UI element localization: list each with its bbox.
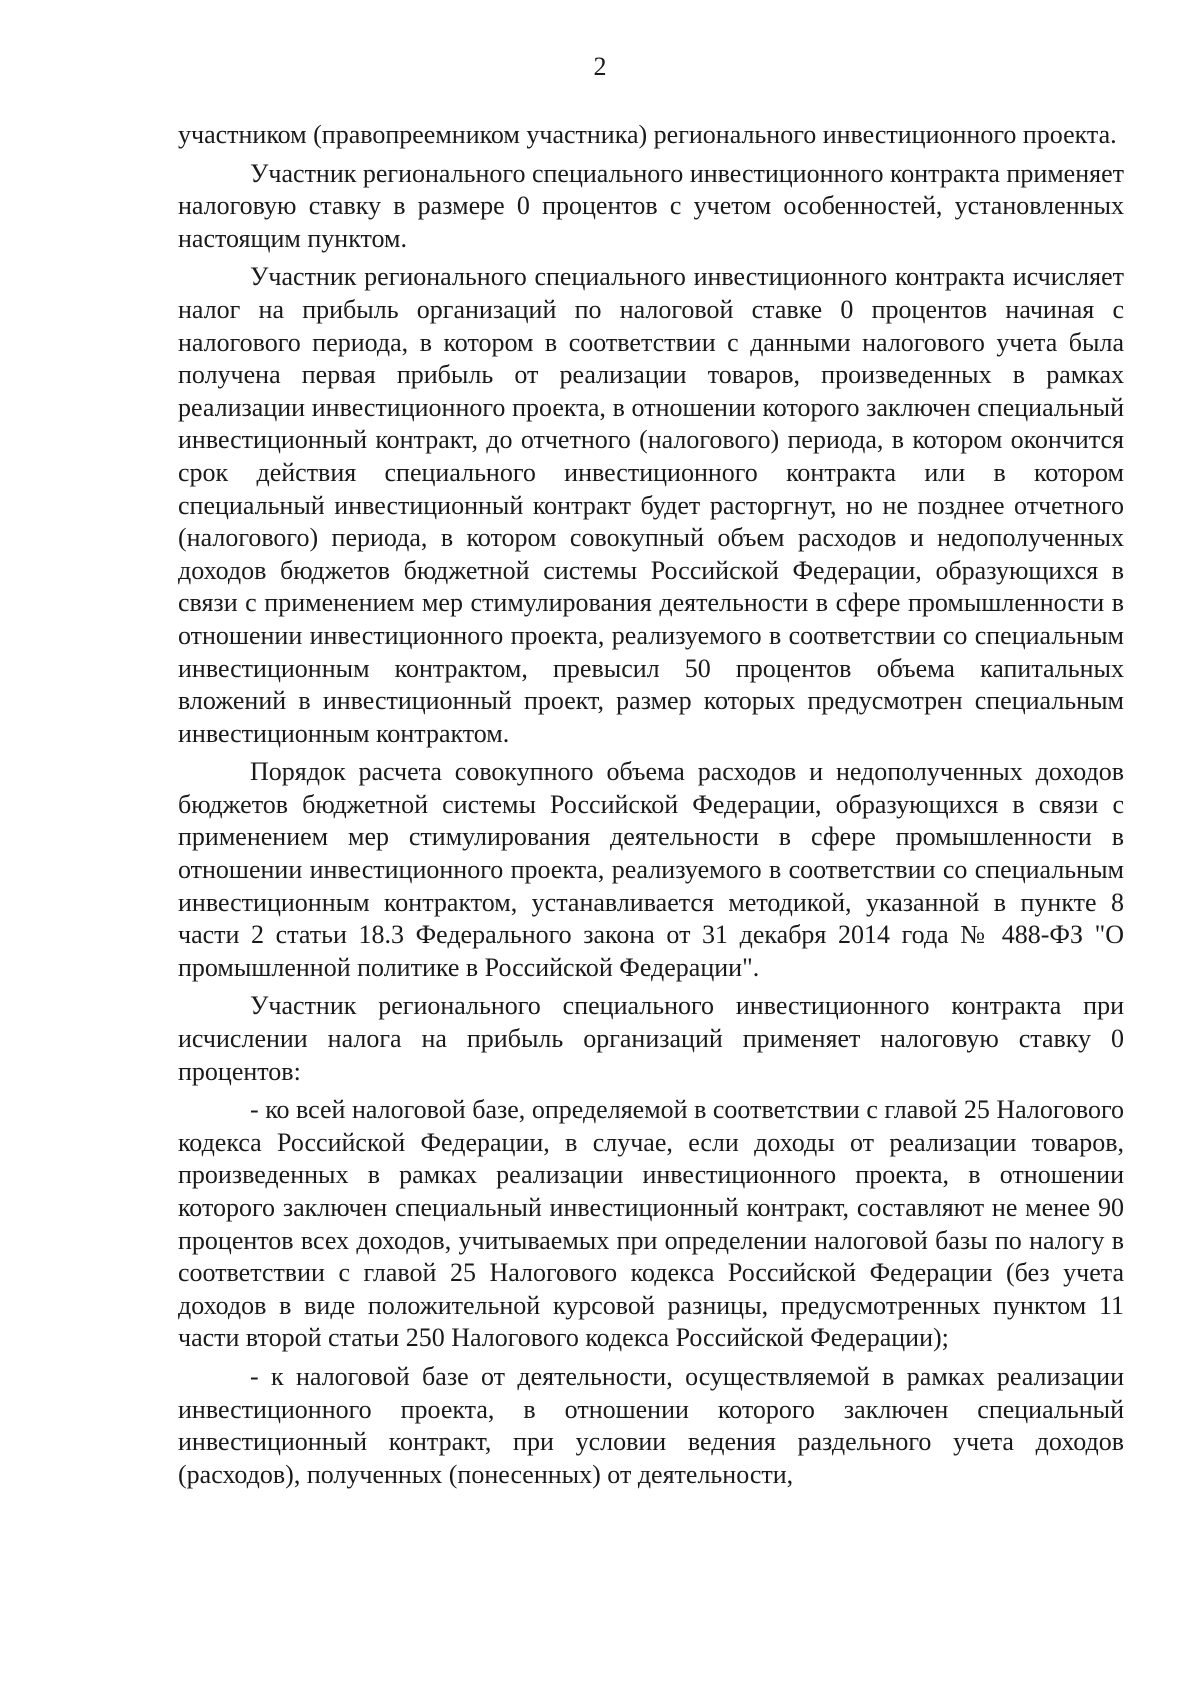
paragraph-calculation-procedure: Порядок расчета совокупного объема расходов и недополученных доходов бюджетов бюджетной системы Российской Федерации, образующихся в связи с применением мер стимулирования деятельности в сфере промышленности в отношении инвестиционного проекта, реализуемого в соответствии со специальным инвестиционным контрактом, устанавливается методикой, указанной в пункте 8 части 2 статьи 18.3 Федерального закона от 31 декабря 2014 года № 488-ФЗ "О промышленной политике в Российской Федерации".	[178, 757, 1124, 982]
document-body	[178, 119, 1124, 1491]
paragraph-rate-conditions: Участник регионального специального инвестиционного контракта при исчислении налога на прибыль организаций применяет налоговую ставку 0 процентов:	[178, 991, 1124, 1086]
paragraph-tax-calculation: Участник регионального специального инвестиционного контракта исчисляет налог на прибыль организаций по налоговой ставке 0 процентов начиная с налогового периода, в котором в соответствии с данными налогового учета была получена первая прибыль от реализации товаров, произведенных в рамках реализации инвестиционного проекта, в отношении которого заключен специальный инвестиционный контракт, до отчетного (налогового) периода, в котором окончится срок действия специального инвестиционного контракта или в котором специальный инвестиционный контракт будет расторгнут, но не позднее отчетного (налогового) периода, в котором совокупный объем расходов и недополученных доходов бюджетов бюджетной системы Российской Федерации, образующихся в связи с применением мер стимулирования деятельности в сфере промышленности в отношении инвестиционного проекта, реализуемого в соответствии со специальным инвестиционным контрактом, превысил 50 процентов объема капитальных вложений в инвестиционный проект, размер которых предусмотрен специальным инвестиционным контрактом.	[178, 262, 1124, 748]
paragraph-continuation: участником (правопреемником участника) регионального инвестиционного проекта.	[178, 120, 1117, 149]
paragraph-zero-rate: Участник регионального специального инвестиционного контракта применяет налоговую ставку в размере 0 процентов с учетом особенностей, установленных настоящим пунктом.	[178, 158, 1124, 253]
page-number: 2	[593, 52, 607, 81]
list-item-entire-tax-base: - ко всей налоговой базе, определяемой в соответствии с главой 25 Налогового кодекса Российской Федерации, в случае, если доходы от реализации товаров, произведенных в рамках реализации инвестиционного проекта, в отношении которого заключен специальный инвестиционный контракт, составляют не менее 90 процентов всех доходов, учитываемых при определении налоговой базы по налогу в соответствии с главой 25 Налогового кодекса Российской Федерации (без учета доходов в виде положительной курсовой разницы, предусмотренных пунктом 11 части второй статьи 250 Налогового кодекса Российской Федерации);	[178, 1095, 1124, 1353]
list-item-activity-tax-base: - к налоговой базе от деятельности, осуществляемой в рамках реализации инвестиционного проекта, в отношении которого заключен специальный инвестиционный контракт, при условии ведения раздельного учета доходов (расходов), полученных (понесенных) от деятельности,	[178, 1361, 1124, 1489]
